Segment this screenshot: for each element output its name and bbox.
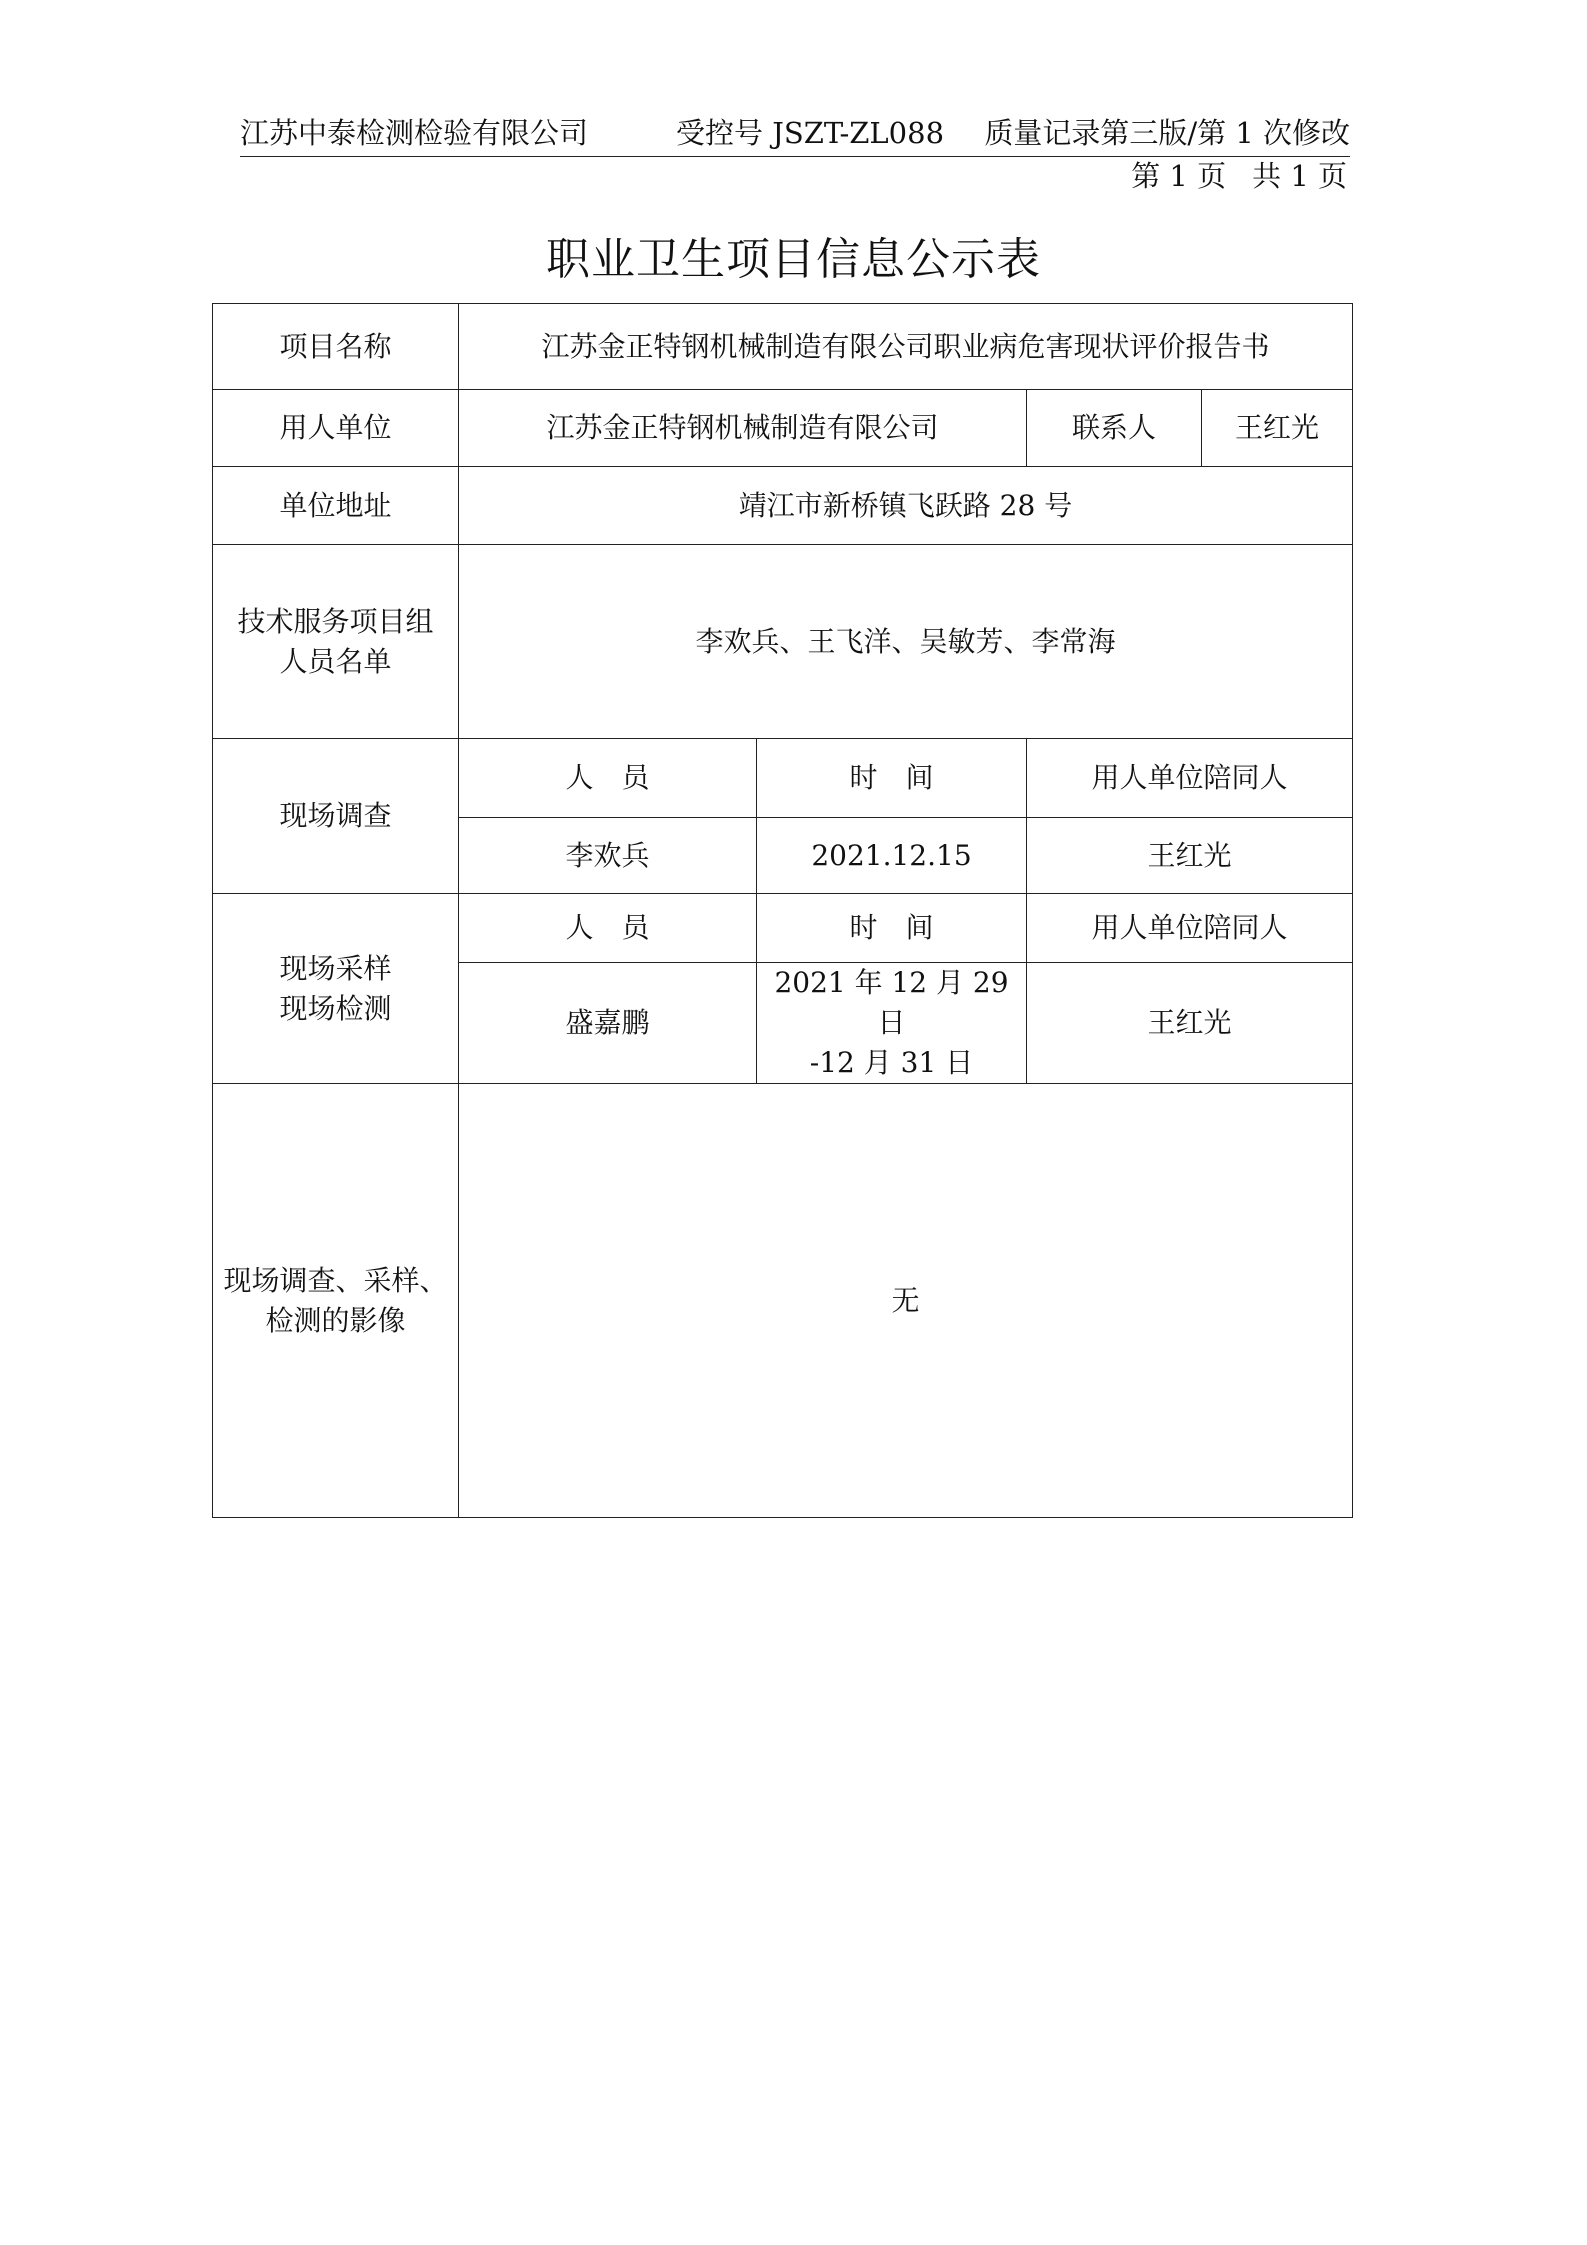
row-project-name — [213, 304, 1353, 390]
row-sampling-header — [213, 894, 1353, 963]
header-record-version: 质量记录第三版/第 1 次修改 — [984, 116, 1350, 150]
page-number: 第 1 页 — [1131, 159, 1227, 193]
survey-label: 现场调查 — [213, 739, 459, 894]
employer-label: 用人单位 — [213, 390, 459, 467]
images-value: 无 — [459, 1084, 1353, 1518]
sampling-person: 盛嘉鹏 — [459, 963, 757, 1084]
row-team — [213, 545, 1353, 739]
document-header — [240, 110, 1350, 157]
sampling-companion: 王红光 — [1027, 963, 1353, 1084]
address-value: 靖江市新桥镇飞跃路 28 号 — [459, 467, 1353, 545]
page-total: 共 1 页 — [1252, 159, 1347, 193]
images-label-line1: 现场调查、采样、 — [223, 1263, 448, 1297]
contact-value: 王红光 — [1202, 390, 1353, 467]
team-value: 李欢兵、王飞洋、吴敏芳、李常海 — [459, 545, 1353, 739]
sampling-time-line2: -12 月 31 日 — [809, 1046, 974, 1079]
team-label-line1: 技术服务项目组 — [237, 604, 434, 638]
survey-header-companion: 用人单位陪同人 — [1027, 739, 1353, 818]
row-survey-header — [213, 739, 1353, 818]
document-title: 职业卫生项目信息公示表 — [546, 234, 1041, 285]
project-name-value: 江苏金正特钢机械制造有限公司职业病危害现状评价报告书 — [459, 304, 1353, 390]
sampling-label-line2: 现场检测 — [279, 991, 392, 1025]
sampling-label — [213, 894, 459, 1084]
team-label-line2: 人员名单 — [279, 644, 392, 678]
images-label — [213, 1084, 459, 1518]
survey-person: 李欢兵 — [459, 818, 757, 894]
project-name-label: 项目名称 — [213, 304, 459, 390]
header-control-number: 受控号 JSZT-ZL088 — [676, 116, 945, 150]
page-info — [1105, 156, 1347, 196]
sampling-header-time: 时 间 — [757, 894, 1027, 963]
survey-companion: 王红光 — [1027, 818, 1353, 894]
survey-time: 2021.12.15 — [757, 818, 1027, 894]
sampling-time — [757, 963, 1027, 1084]
survey-header-time: 时 间 — [757, 739, 1027, 818]
sampling-time-line1: 2021 年 12 月 29 日 — [774, 966, 1009, 1039]
project-info-table — [212, 303, 1353, 1518]
sampling-label-line1: 现场采样 — [279, 951, 392, 985]
sampling-header-person: 人 员 — [459, 894, 757, 963]
images-label-line2: 检测的影像 — [265, 1303, 406, 1337]
address-label: 单位地址 — [213, 467, 459, 545]
survey-header-person: 人 员 — [459, 739, 757, 818]
row-images — [213, 1084, 1353, 1518]
sampling-header-companion: 用人单位陪同人 — [1027, 894, 1353, 963]
row-employer — [213, 390, 1353, 467]
header-company: 江苏中泰检测检验有限公司 — [240, 116, 589, 150]
row-address — [213, 467, 1353, 545]
team-label — [213, 545, 459, 739]
employer-value: 江苏金正特钢机械制造有限公司 — [459, 390, 1027, 467]
contact-label: 联系人 — [1027, 390, 1202, 467]
